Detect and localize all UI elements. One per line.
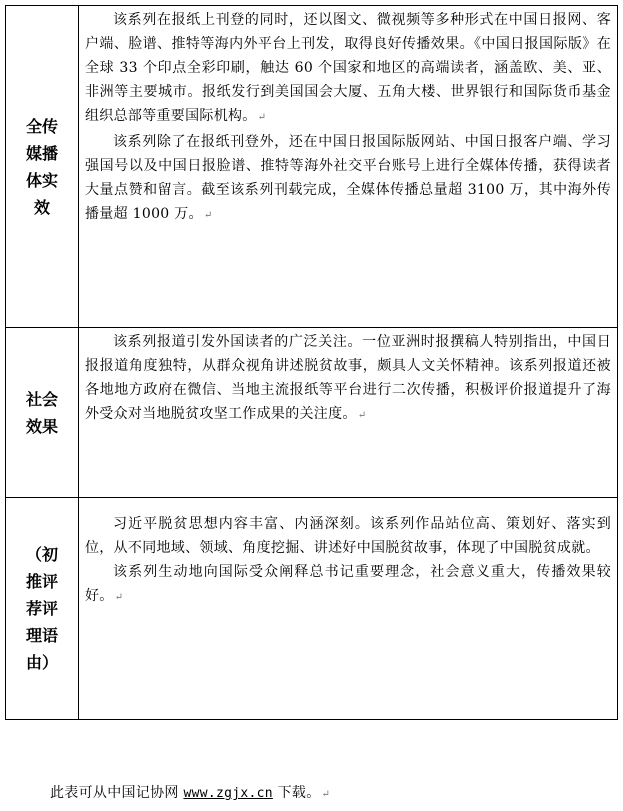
paragraph-mark-icon: ↵ <box>257 112 267 123</box>
row-content-cell <box>79 328 618 498</box>
row-label: （初推评荐评理语由） <box>25 545 58 672</box>
download-note <box>50 782 330 806</box>
content-paragraph: 该系列在报纸上刊登的同时，还以图文、微视频等多种形式在中国日报网、客户端、脸谱、推特等海内外平台上刊发，取得良好传播效果。《中国日报国际版》在全球 33 个印点全彩印刷，触达 60 个国家和地区的高端读者，涵盖欧、美、亚、非洲等主要城市。报纸发行到美国国会大厦、五角大楼、世界银行和国际货币基金组织总部等重要国际机构。↵ <box>85 12 611 124</box>
row-content-cell <box>79 6 618 328</box>
content-paragraph: 该系列除了在报纸刊登外，还在中国日报国际版网站、中国日报客户端、学习强国号以及中国日报脸谱、推特等海外社交平台账号上进行全媒体传播，获得读者大量点赞和留言。截至该系列刊载完成，全媒体传播总量超 3100 万，其中海外传播量超 1000 万。↵ <box>85 134 611 222</box>
content-paragraph: 该系列报道引发外国读者的广泛关注。一位亚洲时报撰稿人特别指出，中国日报报道角度独特，从群众视角讲述脱贫故事，颇具人文关怀精神。该系列报道还被各地地方政府在微信、当地主流报纸等平台进行二次传播，积极评价报道提升了海外受众对当地脱贫攻坚工作成果的关注度。↵ <box>85 334 611 422</box>
row-label-cell <box>6 6 79 328</box>
download-note-prefix: 此表可从中国记协网 <box>50 785 184 801</box>
evaluation-table <box>5 5 618 720</box>
paragraph-mark-icon: ↵ <box>357 410 367 421</box>
table-row-social-effect <box>6 328 618 498</box>
download-link[interactable]: www.zgjx.cn <box>183 786 273 801</box>
row-content-cell <box>79 498 618 720</box>
row-label: 社会效果 <box>25 389 58 436</box>
paragraph-mark-icon: ↵ <box>203 210 213 221</box>
row-label: 全传媒播体实效 <box>25 116 58 217</box>
content-paragraph: 习近平脱贫思想内容丰富、内涵深刻。该系列作品站位高、策划好、落实到位，从不同地域、领域、角度挖掘、讲述好中国脱贫故事，体现了中国脱贫成就。 <box>85 516 611 556</box>
paragraph-mark-icon: ↵ <box>321 789 331 800</box>
paragraph-mark-icon: ↵ <box>114 592 124 603</box>
download-note-suffix: 下载。 <box>272 785 321 801</box>
content-paragraph: 该系列生动地向国际受众阐释总书记重要理念，社会意义重大，传播效果较好。↵ <box>85 564 611 604</box>
row-label-cell <box>6 328 79 498</box>
row-label-cell <box>6 498 79 720</box>
table-row-communication-effect <box>6 6 618 328</box>
table-row-recommendation <box>6 498 618 720</box>
